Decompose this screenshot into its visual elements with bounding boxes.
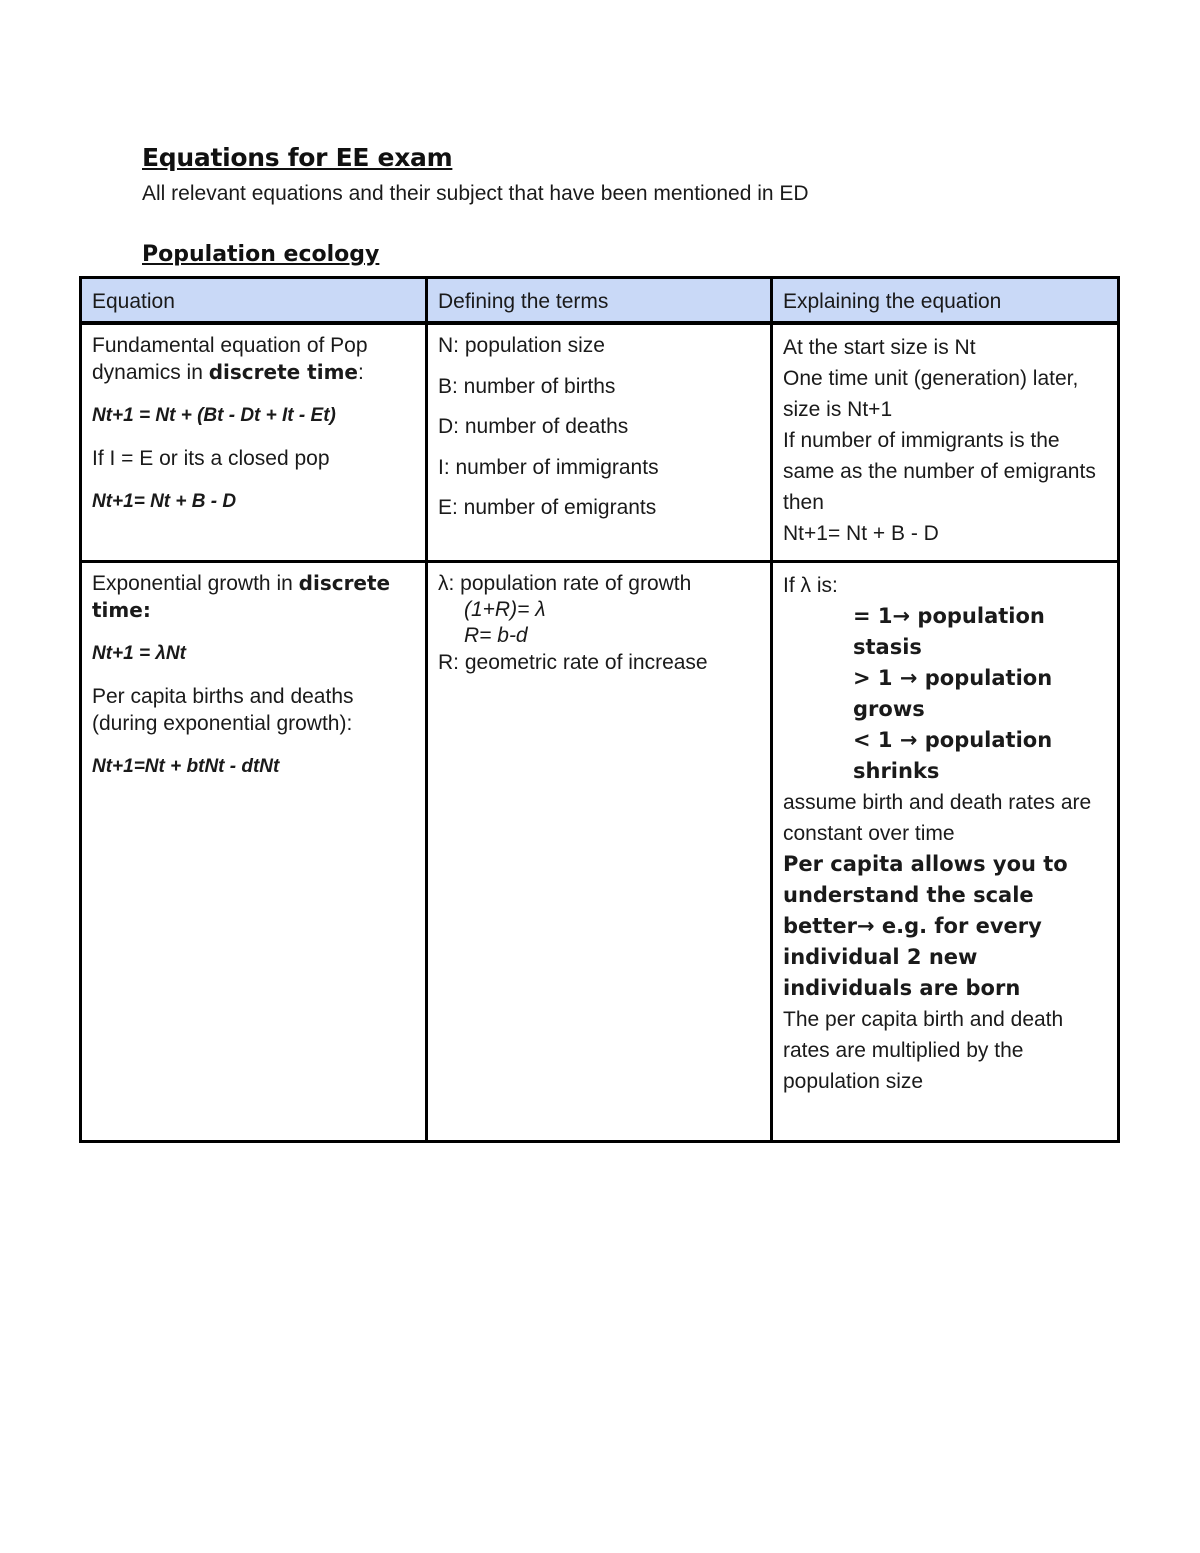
term-definition: R: geometric rate of increase — [438, 650, 708, 674]
header-defining-terms: Defining the terms — [427, 278, 772, 324]
header-explaining: Explaining the equation — [772, 278, 1119, 324]
term-formula: R= b-d — [464, 623, 528, 647]
equation-cell — [81, 561, 427, 1141]
lambda-case: = 1→ population stasis — [853, 603, 1045, 659]
equation-formula-per-capita: Nt+1=Nt + btNt - dtNt — [92, 755, 280, 777]
term-definition: λ: population rate of growth — [438, 571, 692, 595]
equation-formula: Nt+1 = λNt — [92, 642, 186, 664]
equation-formula-closed: Nt+1= Nt + B - D — [92, 491, 237, 512]
header-equation: Equation — [81, 278, 427, 324]
term-definition: D: number of deaths — [438, 415, 629, 438]
term-formula: (1+R)= λ — [464, 597, 546, 621]
equation-intro: Exponential growth in discrete time: — [92, 570, 391, 622]
equations-table — [79, 276, 1120, 1143]
explanation-line: If λ is: — [783, 573, 838, 597]
lambda-case: < 1 → population shrinks — [853, 727, 1053, 783]
lambda-case: > 1 → population grows — [853, 665, 1053, 721]
explanation-line: The per capita birth and death rates are multiplied by the population size — [783, 1007, 1064, 1093]
section-heading: Population ecology — [142, 242, 380, 267]
per-capita-heading: Per capita births and deaths (during exponential growth): — [92, 684, 354, 735]
document-title: Equations for EE exam — [142, 143, 453, 172]
term-definition: N: population size — [438, 334, 605, 357]
explanation-emphasis: Per capita allows you to understand the scale better→ e.g. for every individual 2 new individuals are born — [783, 851, 1068, 1000]
explanation-line: If number of immigrants is the same as the number of emigrants then — [783, 429, 1096, 514]
explanation-line: One time unit (generation) later, size is Nt+1 — [783, 367, 1079, 421]
equation-condition: If I = E or its a closed pop — [92, 447, 330, 470]
explanation-cell — [772, 561, 1119, 1141]
term-definition: E: number of emigrants — [438, 496, 657, 519]
explanation-line: At the start size is Nt — [783, 336, 976, 359]
table-header-row — [81, 278, 1119, 324]
explanation-cell — [772, 323, 1119, 561]
equation-cell — [81, 323, 427, 561]
equation-formula: Nt+1 = Nt + (Bt - Dt + It - Et) — [92, 405, 336, 426]
explanation-line: Nt+1= Nt + B - D — [783, 522, 939, 545]
term-definition: B: number of births — [438, 374, 616, 398]
definition-cell — [427, 323, 772, 561]
table-row — [81, 323, 1119, 561]
explanation-line: assume birth and death rates are constant over time — [783, 790, 1092, 845]
document-subtitle: All relevant equations and their subject that have been mentioned in ED — [142, 182, 809, 205]
definition-cell — [427, 561, 772, 1141]
table-row — [81, 561, 1119, 1141]
term-definition: I: number of immigrants — [438, 455, 659, 479]
equation-intro: Fundamental equation of Pop dynamics in discrete time: — [92, 334, 368, 384]
